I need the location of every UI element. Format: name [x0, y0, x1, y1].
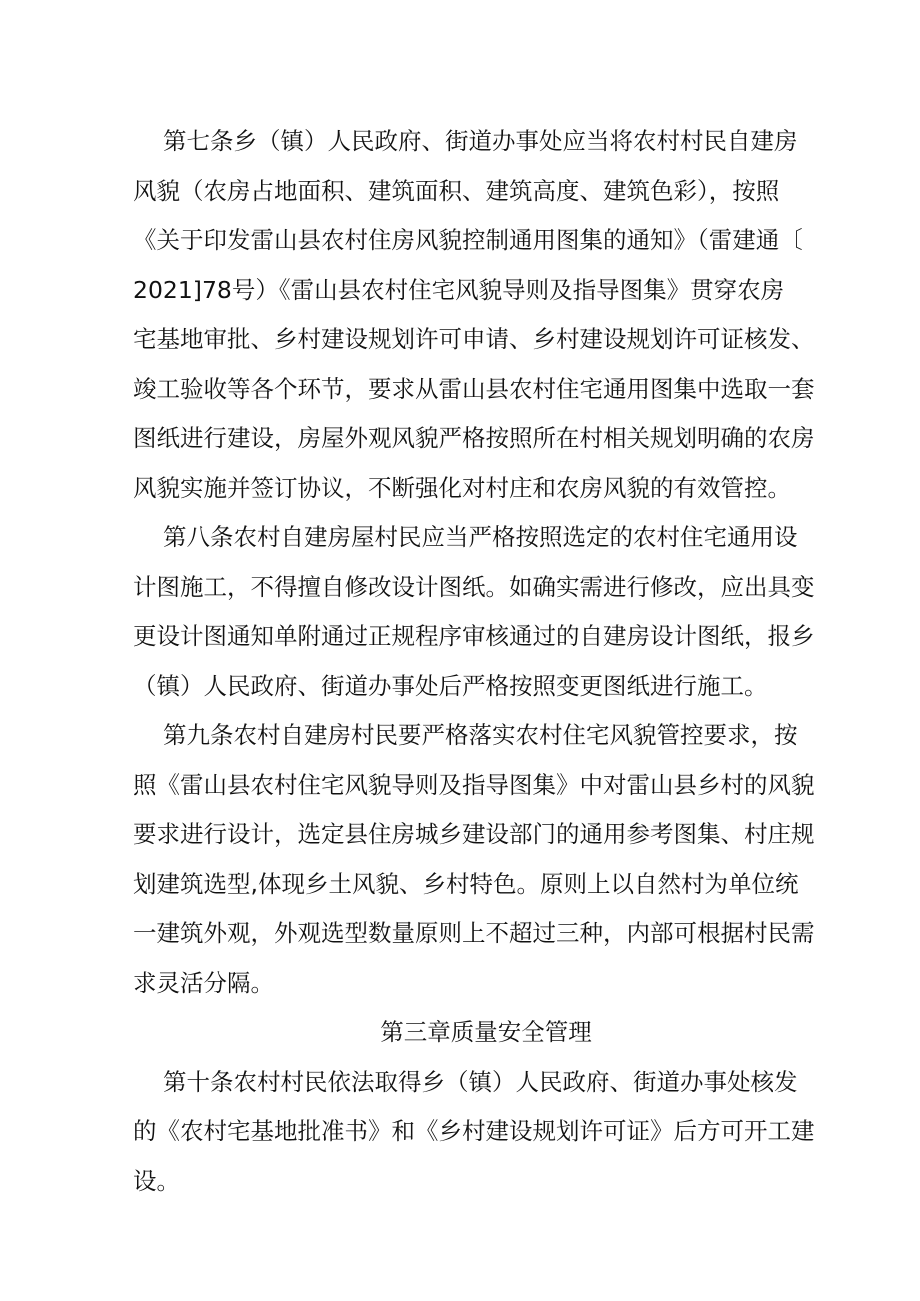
article-10-line-3: 设。: [133, 1166, 180, 1195]
article-9-line-1: 第九条农村自建房村民要严格落实农村住宅风貌管控要求，按: [163, 721, 798, 749]
chapter-heading: 第三章质量安全管理: [380, 1018, 592, 1046]
article-7-line-3: 《关于印发雷山县农村住房风貌控制通用图集的通知》（雷建通〔: [133, 226, 803, 254]
article-7-line-5: 宅基地审批、乡村建设规划许可申请、乡村建设规划许可证核发、: [133, 325, 815, 353]
article-10-line-1: 第十条农村村民依法取得乡（镇）人民政府、街道办事处核发: [163, 1067, 798, 1096]
article-9-line-2: 照《雷山县农村住宅风貌导则及指导图集》中对雷山县乡村的风貌: [133, 770, 815, 799]
article-9-line-6: 求灵活分隔。: [133, 968, 274, 997]
article-7-line-4: 2021]78号）《雷山县农村住宅风貌导则及指导图集》贯穿农房: [133, 275, 785, 304]
article-9-line-4: 划建筑选型,体现乡土风貌、乡村特色。原则上以自然村为单位统: [133, 869, 799, 898]
article-7-line-6: 竣工验收等各个环节，要求从雷山县农村住宅通用图集中选取一套: [133, 374, 815, 403]
article-8-line-4: （镇）人民政府、街道办事处后严格按照变更图纸进行施工。: [133, 671, 768, 700]
article-8-line-3: 更设计图通知单附通过正规程序审核通过的自建房设计图纸，报乡: [133, 622, 815, 650]
article-9-line-5: 一建筑外观，外观选型数量原则上不超过三种，内部可根据村民需: [133, 919, 815, 947]
document-body: [133, 117, 815, 1206]
article-7-line-8: 风貌实施并签订协议，不断强化对村庄和农房风貌的有效管控。: [133, 473, 791, 502]
article-7-line-2: 风貌（农房占地面积、建筑面积、建筑高度、建筑色彩），按照: [133, 176, 780, 205]
article-8-line-1: 第八条农村自建房屋村民应当严格按照选定的农村住宅通用设: [163, 523, 798, 551]
article-9-line-3: 要求进行设计，选定县住房城乡建设部门的通用参考图集、村庄规: [133, 820, 815, 848]
article-8-line-2: 计图施工，不得擅自修改设计图纸。如确实需进行修改，应出具变: [133, 572, 815, 601]
article-10-line-2: 的《农村宅基地批准书》和《乡村建设规划许可证》后方可开工建: [133, 1117, 815, 1145]
article-7-line-7: 图纸进行建设，房屋外观风貌严格按照所在村相关规划明确的农房: [133, 424, 815, 452]
article-7-line-1: 第七条乡（镇）人民政府、街道办事处应当将农村村民自建房: [163, 127, 798, 155]
